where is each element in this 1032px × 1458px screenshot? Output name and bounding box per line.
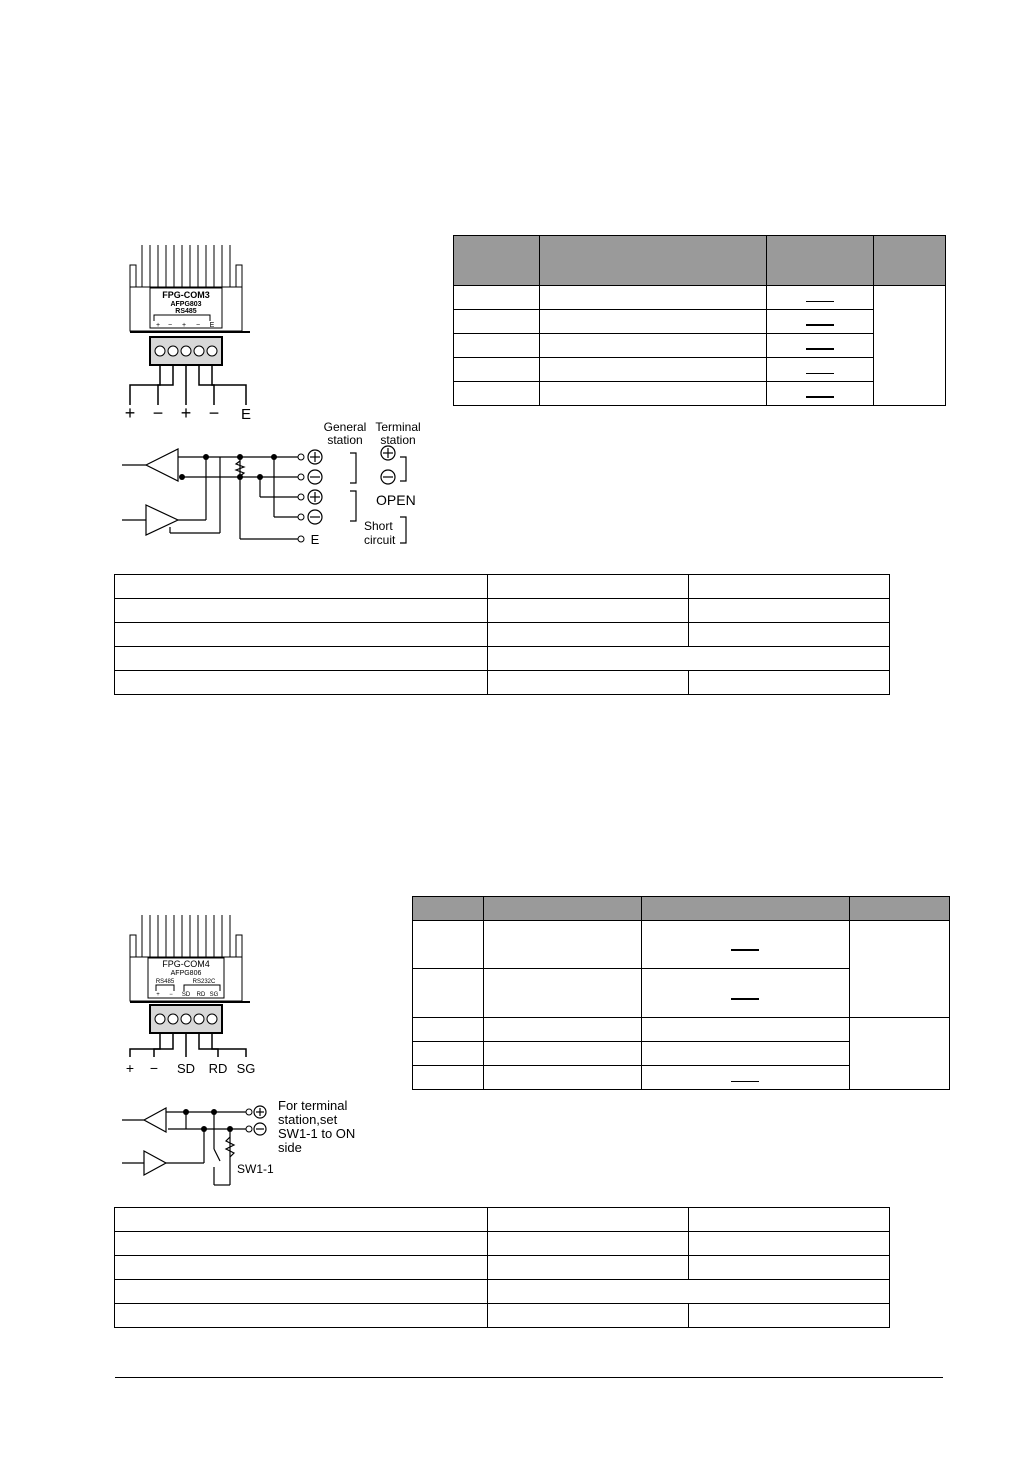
port-label: RS485 bbox=[175, 308, 197, 315]
terminal-station-label: Terminal station bbox=[375, 420, 421, 447]
switch-label: SW1-1 bbox=[237, 1162, 274, 1176]
pin-label: + bbox=[156, 992, 160, 998]
pin-label: − bbox=[195, 322, 201, 329]
dash-mark bbox=[806, 396, 834, 398]
pin-label: − bbox=[167, 322, 173, 329]
module-part: AFPG803 bbox=[170, 301, 202, 308]
pin-label: SD bbox=[181, 992, 191, 998]
port-label: RS232C bbox=[192, 979, 216, 985]
module-name: FPG-COM4 bbox=[162, 959, 210, 969]
wire-label: + bbox=[180, 403, 192, 423]
wire-label: + bbox=[124, 403, 136, 423]
wire-label: RD bbox=[208, 1061, 228, 1076]
pin-label: E bbox=[209, 322, 215, 329]
wire-label: − bbox=[152, 403, 164, 423]
wire-label: − bbox=[208, 403, 220, 423]
module-name: FPG-COM3 bbox=[162, 290, 210, 300]
dash-mark bbox=[806, 373, 834, 374]
cable-table-2 bbox=[114, 1207, 890, 1328]
wire-label: + bbox=[125, 1060, 135, 1076]
wire-label: E bbox=[240, 406, 252, 423]
short-circuit-label: Short circuit bbox=[364, 519, 396, 547]
dash-mark bbox=[806, 324, 834, 326]
pin-label: + bbox=[155, 322, 161, 329]
dash-mark bbox=[806, 301, 834, 302]
pin-label: RD bbox=[196, 992, 206, 998]
e-label: E bbox=[310, 532, 320, 547]
terminal-note: For terminal station,set SW1-1 to ON side bbox=[278, 1098, 356, 1155]
general-station-label: General station bbox=[323, 420, 367, 447]
pin-label: − bbox=[169, 992, 173, 998]
footer-rule bbox=[115, 1377, 943, 1378]
module-part: AFPG806 bbox=[170, 970, 202, 977]
cable-table-1 bbox=[114, 574, 890, 695]
dash-mark bbox=[731, 1081, 759, 1082]
pin-label: + bbox=[181, 322, 187, 329]
open-label: OPEN bbox=[376, 492, 416, 508]
pin-table-1 bbox=[453, 235, 946, 406]
wire-label: − bbox=[149, 1060, 159, 1076]
wire-label: SG bbox=[236, 1061, 256, 1076]
pin-label: SG bbox=[209, 992, 219, 998]
port-label: RS485 bbox=[155, 979, 175, 985]
wire-label: SD bbox=[176, 1061, 196, 1076]
pin-table-2 bbox=[412, 896, 950, 1090]
dash-mark bbox=[731, 998, 759, 1000]
dash-mark bbox=[731, 949, 759, 951]
dash-mark bbox=[806, 348, 834, 350]
